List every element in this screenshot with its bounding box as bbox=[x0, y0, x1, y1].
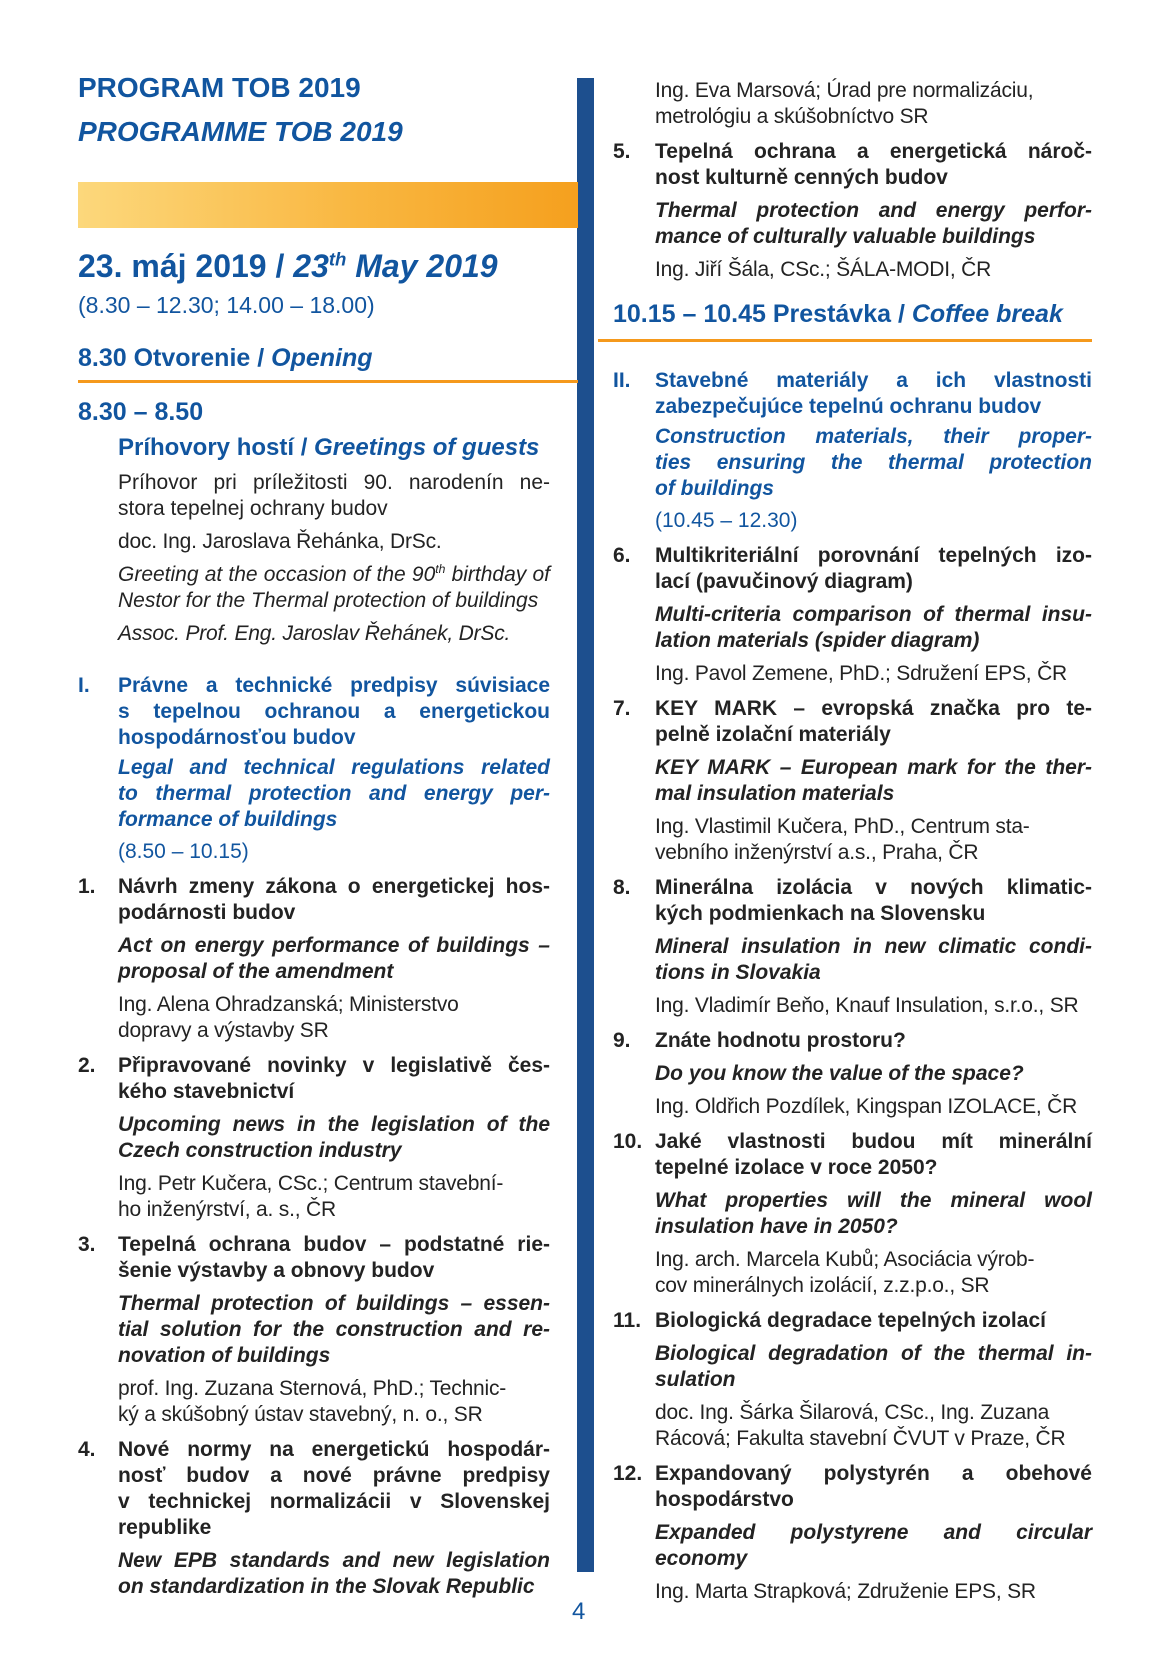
text-line: What properties will the mineral wool bbox=[655, 1189, 1092, 1212]
talk-speaker bbox=[655, 993, 1092, 1019]
section-number: I. bbox=[78, 674, 90, 697]
talk-speaker bbox=[655, 1400, 1092, 1452]
date-heading-sk: 23. máj 2019 / bbox=[78, 248, 294, 284]
talk-title-sk bbox=[655, 1028, 1092, 1054]
opening-session-title bbox=[118, 433, 550, 463]
item-number: 9. bbox=[613, 1029, 631, 1052]
text-line: Expandovaný polystyrén a obehové bbox=[655, 1462, 1092, 1485]
right-items-pre-break bbox=[613, 139, 1092, 283]
section-number: II. bbox=[613, 369, 631, 392]
program-item bbox=[613, 139, 1092, 283]
text-line: Návrh zmeny zákona o energetickej hos- bbox=[118, 875, 550, 898]
program-item bbox=[613, 1308, 1092, 1452]
item-body bbox=[655, 1308, 1092, 1452]
continued-speaker bbox=[655, 78, 1092, 130]
text-line: Ing. Vlastimil Kučera, PhD., Centrum sta- bbox=[655, 815, 1030, 838]
item-body bbox=[118, 1053, 550, 1223]
text-line: Minerálna izolácia v nových klimatic- bbox=[655, 876, 1092, 899]
text-line: lací (pavučinový diagram) bbox=[655, 570, 913, 593]
talk-title-en bbox=[118, 933, 550, 985]
section-title-en bbox=[655, 424, 1092, 502]
text-line: insulation have in 2050? bbox=[655, 1215, 898, 1238]
talk-title-sk bbox=[655, 696, 1092, 748]
text-line: šenie výstavby a obnovy budov bbox=[118, 1259, 435, 1282]
talk-title-sk bbox=[118, 1437, 550, 1541]
text-line: nost kulturně cenných budov bbox=[655, 166, 948, 189]
text-line: Thermal protection and energy perfor- bbox=[655, 199, 1092, 222]
item-number: 10. bbox=[613, 1130, 643, 1153]
opening-session bbox=[118, 433, 550, 647]
right-items-list bbox=[613, 543, 1092, 1605]
text-line: New EPB standards and new legislation bbox=[118, 1549, 550, 1572]
section-title-en bbox=[118, 755, 550, 833]
text-line: Stavebné materiály a ich vlastnosti bbox=[655, 369, 1092, 392]
talk-title-sk bbox=[655, 543, 1092, 595]
text-line: tial solution for the construction and re- bbox=[118, 1318, 550, 1341]
text-line: kého stavebnictví bbox=[118, 1080, 295, 1103]
talk-title-sk bbox=[655, 1308, 1092, 1334]
text-line: Assoc. Prof. Eng. Jaroslav Řehánek, DrSc. bbox=[118, 622, 511, 645]
item-body bbox=[655, 543, 1092, 687]
text-line: Ing. Petr Kučera, CSc.; Centrum stavební- bbox=[118, 1172, 504, 1195]
text-line: tepelné izolace v roce 2050? bbox=[655, 1156, 938, 1179]
talk-title-en bbox=[655, 755, 1092, 807]
program-item bbox=[78, 874, 550, 1044]
talk-title-en bbox=[655, 1341, 1092, 1393]
text-line: ký a skúšobný ústav stavebný, n. o., SR bbox=[118, 1403, 483, 1426]
talk-title-en bbox=[655, 198, 1092, 250]
item-body bbox=[655, 875, 1092, 1019]
talk-speaker bbox=[118, 1376, 550, 1428]
section-body bbox=[118, 673, 550, 865]
text-line: tions in Slovakia bbox=[655, 961, 821, 984]
right-column bbox=[613, 78, 1092, 1605]
section-2 bbox=[613, 368, 1092, 534]
text-line: kých podmienkach na Slovensku bbox=[655, 902, 986, 925]
section-title-sk bbox=[655, 368, 1092, 420]
talk-speaker bbox=[655, 1247, 1092, 1299]
text-line: Připravované novinky v legislativě čes- bbox=[118, 1054, 550, 1077]
text-line: v technickej normalizácii v Slovenskej bbox=[118, 1490, 550, 1513]
talk-title-en bbox=[118, 1548, 550, 1600]
text-line: Thermal protection of buildings – essen- bbox=[118, 1292, 550, 1315]
text-line: Do you know the value of the space? bbox=[655, 1062, 1024, 1085]
text-line: on standardization in the Slovak Republic bbox=[118, 1575, 535, 1598]
opening-speaker-en bbox=[118, 621, 550, 647]
opening-desc-en bbox=[118, 562, 550, 614]
program-item bbox=[613, 1028, 1092, 1120]
text-line: to thermal protection and energy per- bbox=[118, 782, 550, 805]
item-number: 12. bbox=[613, 1462, 643, 1485]
item-body bbox=[118, 1232, 550, 1428]
text-line: Legal and technical regulations related bbox=[118, 756, 550, 779]
time-range-heading: 8.30 – 8.50 bbox=[78, 398, 204, 426]
opening-session-title-en: Greetings of guests bbox=[314, 434, 540, 461]
section-time: (8.50 – 10.15) bbox=[118, 840, 249, 863]
date-heading-en: 23th May 2019 bbox=[293, 248, 498, 284]
text-line: metrológiu a skúšobníctvo SR bbox=[655, 105, 929, 128]
talk-title-sk bbox=[118, 874, 550, 926]
text-line: Tepelná ochrana budov – podstatné rie- bbox=[118, 1233, 550, 1256]
text-line: stora tepelnej ochrany budov bbox=[118, 497, 388, 520]
program-item bbox=[613, 543, 1092, 687]
text-line: hospodárnosťou budov bbox=[118, 726, 356, 749]
text-line: Ing. Alena Ohradzanská; Ministerstvo bbox=[118, 993, 459, 1016]
text-line: Ing. Pavol Zemene, PhD.; Sdružení EPS, ČR bbox=[655, 662, 1067, 685]
opening-session-title-sk: Príhovory hostí / bbox=[118, 434, 315, 461]
program-item bbox=[613, 1461, 1092, 1605]
text-line: Biologická degradace tepelných izolací bbox=[655, 1309, 1046, 1332]
page-number: 4 bbox=[572, 1598, 586, 1625]
text-line: Právne a technické predpisy súvisiace bbox=[118, 674, 550, 697]
item-number: 6. bbox=[613, 544, 631, 567]
text-line: Nové normy na energetickú hospodár- bbox=[118, 1438, 550, 1461]
text-line: economy bbox=[655, 1547, 748, 1570]
column-divider-bar bbox=[577, 78, 594, 1572]
left-column bbox=[78, 70, 550, 1600]
text-line: Ing. Eva Marsová; Úrad pre normalizáciu, bbox=[655, 79, 1034, 102]
program-item bbox=[613, 875, 1092, 1019]
talk-title-en bbox=[655, 934, 1092, 986]
item-number: 11. bbox=[613, 1309, 642, 1332]
item-body bbox=[655, 1461, 1092, 1605]
orange-rule-right bbox=[598, 339, 1092, 342]
text-line: Ing. arch. Marcela Kubů; Asociácia výrob- bbox=[655, 1248, 1035, 1271]
talk-title-en bbox=[655, 602, 1092, 654]
item-body bbox=[118, 1437, 550, 1600]
text-line: Multikriteriální porovnání tepelných izo- bbox=[655, 544, 1092, 567]
text-line: Nestor for the Thermal protection of buildings bbox=[118, 589, 539, 612]
section-time: (10.45 – 12.30) bbox=[655, 509, 798, 532]
orange-rule-left bbox=[78, 380, 578, 383]
talk-title-en bbox=[655, 1188, 1092, 1240]
session-times: (8.30 – 12.30; 14.00 – 18.00) bbox=[78, 292, 375, 318]
text-line: mal insulation materials bbox=[655, 782, 895, 805]
text-line: dopravy a výstavby SR bbox=[118, 1019, 329, 1042]
talk-speaker bbox=[118, 992, 550, 1044]
text-line: s tepelnou ochranou a energetickou bbox=[118, 700, 550, 723]
text-line: proposal of the amendment bbox=[118, 960, 394, 983]
text-line: Ing. Oldřich Pozdílek, Kingspan IZOLACE, ČR bbox=[655, 1095, 1078, 1118]
talk-speaker bbox=[118, 1171, 550, 1223]
coffee-break-heading bbox=[613, 299, 1092, 329]
item-body bbox=[655, 1129, 1092, 1299]
opening-desc-sk bbox=[118, 470, 550, 522]
text-line: Act on energy performance of buildings – bbox=[118, 934, 550, 957]
talk-title-sk bbox=[118, 1232, 550, 1284]
text-line: doc. Ing. Jaroslava Řehánka, DrSc. bbox=[118, 530, 442, 553]
text-line: novation of buildings bbox=[118, 1344, 331, 1367]
talk-title-sk bbox=[118, 1053, 550, 1105]
talk-speaker bbox=[655, 1094, 1092, 1120]
text-line: Biological degradation of the thermal in- bbox=[655, 1342, 1092, 1365]
text-line: doc. Ing. Šárka Šilarová, CSc., Ing. Zuzana bbox=[655, 1401, 1050, 1424]
text-line: Rácová; Fakulta stavební ČVUT v Praze, ČR bbox=[655, 1427, 1066, 1450]
talk-title-sk bbox=[655, 1129, 1092, 1181]
text-line: Jaké vlastnosti budou mít minerální bbox=[655, 1130, 1092, 1153]
talk-title-sk bbox=[655, 139, 1092, 191]
text-line: sulation bbox=[655, 1368, 736, 1391]
left-items-list bbox=[78, 874, 550, 1600]
text-line: podárnosti budov bbox=[118, 901, 296, 924]
talk-speaker bbox=[655, 257, 1092, 283]
opening-heading-sk: 8.30 Otvorenie / bbox=[78, 344, 272, 372]
text-line: Expanded polystyrene and circular bbox=[655, 1521, 1092, 1544]
text-line: Construction materials, their proper- bbox=[655, 425, 1092, 448]
section-title-sk bbox=[118, 673, 550, 751]
coffee-break-en: Coffee break bbox=[911, 300, 1063, 328]
item-number: 2. bbox=[78, 1054, 96, 1077]
item-body bbox=[655, 696, 1092, 866]
text-line: lation materials (spider diagram) bbox=[655, 629, 980, 652]
text-line: ties ensuring the thermal protection bbox=[655, 451, 1092, 474]
section-body bbox=[655, 368, 1092, 534]
date-heading bbox=[78, 246, 550, 286]
item-number: 1. bbox=[78, 875, 96, 898]
text-line: mance of culturally valuable buildings bbox=[655, 225, 1036, 248]
program-title-sk: PROGRAM TOB 2019 bbox=[78, 72, 361, 103]
talk-title-sk bbox=[655, 1461, 1092, 1513]
program-item bbox=[613, 1129, 1092, 1299]
section-1 bbox=[78, 673, 550, 865]
text-line: cov minerálnych izolácií, z.z.p.o., SR bbox=[655, 1274, 990, 1297]
text-line: nosť budov a nové právne predpisy bbox=[118, 1464, 550, 1487]
text-line: Príhovor pri príležitosti 90. narodenín ne- bbox=[118, 471, 550, 494]
text-line: of buildings bbox=[655, 477, 774, 500]
text-line: Mineral insulation in new climatic condi- bbox=[655, 935, 1092, 958]
text-line: Ing. Vladimír Beňo, Knauf Insulation, s.r.o., SR bbox=[655, 994, 1079, 1017]
talk-title-sk bbox=[655, 875, 1092, 927]
orange-banner bbox=[78, 182, 578, 228]
item-body bbox=[118, 874, 550, 1044]
item-number: 3. bbox=[78, 1233, 96, 1256]
text-line: formance of buildings bbox=[118, 808, 338, 831]
text-line: Tepelná ochrana a energetická nároč- bbox=[655, 140, 1092, 163]
text-line: KEY MARK – European mark for the ther- bbox=[655, 756, 1092, 779]
text-line: Czech construction industry bbox=[118, 1139, 402, 1162]
text-line: ho inženýrství, a. s., ČR bbox=[118, 1198, 336, 1221]
talk-title-en bbox=[655, 1520, 1092, 1572]
program-item bbox=[78, 1232, 550, 1428]
text-line: prof. Ing. Zuzana Sternová, PhD.; Technic- bbox=[118, 1377, 507, 1400]
opening-heading bbox=[78, 342, 550, 374]
talk-title-en bbox=[655, 1061, 1092, 1087]
text-line: Upcoming news in the legislation of the bbox=[118, 1113, 550, 1136]
program-item bbox=[78, 1053, 550, 1223]
text-line: KEY MARK – evropská značka pro te- bbox=[655, 697, 1092, 720]
text-line: Multi-criteria comparison of thermal insu- bbox=[655, 603, 1092, 626]
opening-heading-en: Opening bbox=[271, 344, 373, 372]
talk-speaker bbox=[655, 814, 1092, 866]
item-body bbox=[655, 1028, 1092, 1120]
item-body bbox=[655, 139, 1092, 283]
talk-title-en bbox=[118, 1291, 550, 1369]
text-line: Ing. Marta Strapková; Združenie EPS, SR bbox=[655, 1580, 1036, 1603]
coffee-break-sk: 10.15 – 10.45 Prestávka / bbox=[613, 300, 912, 328]
item-number: 5. bbox=[613, 140, 631, 163]
item-number: 4. bbox=[78, 1438, 96, 1461]
program-title-en: PROGRAMME TOB 2019 bbox=[78, 116, 403, 147]
text-line: republike bbox=[118, 1516, 212, 1539]
text-line: vebního inženýrství a.s., Praha, ČR bbox=[655, 841, 979, 864]
text-line: pelně izolační materiály bbox=[655, 723, 891, 746]
opening-speaker-sk bbox=[118, 529, 550, 555]
text-line: Ing. Jiří Šála, CSc.; ŠÁLA-MODI, ČR bbox=[655, 258, 992, 281]
talk-speaker bbox=[655, 661, 1092, 687]
talk-speaker bbox=[655, 1579, 1092, 1605]
text-line: Znáte hodnotu prostoru? bbox=[655, 1029, 906, 1052]
text-line: zabezpečujúce tepelnú ochranu budov bbox=[655, 395, 1042, 418]
program-item bbox=[78, 1437, 550, 1600]
item-number: 7. bbox=[613, 697, 631, 720]
talk-title-en bbox=[118, 1112, 550, 1164]
item-number: 8. bbox=[613, 876, 631, 899]
text-line: Greeting at the occasion of the 90th birthday of bbox=[118, 562, 550, 586]
text-line: hospodárstvo bbox=[655, 1488, 794, 1511]
program-item bbox=[613, 696, 1092, 866]
